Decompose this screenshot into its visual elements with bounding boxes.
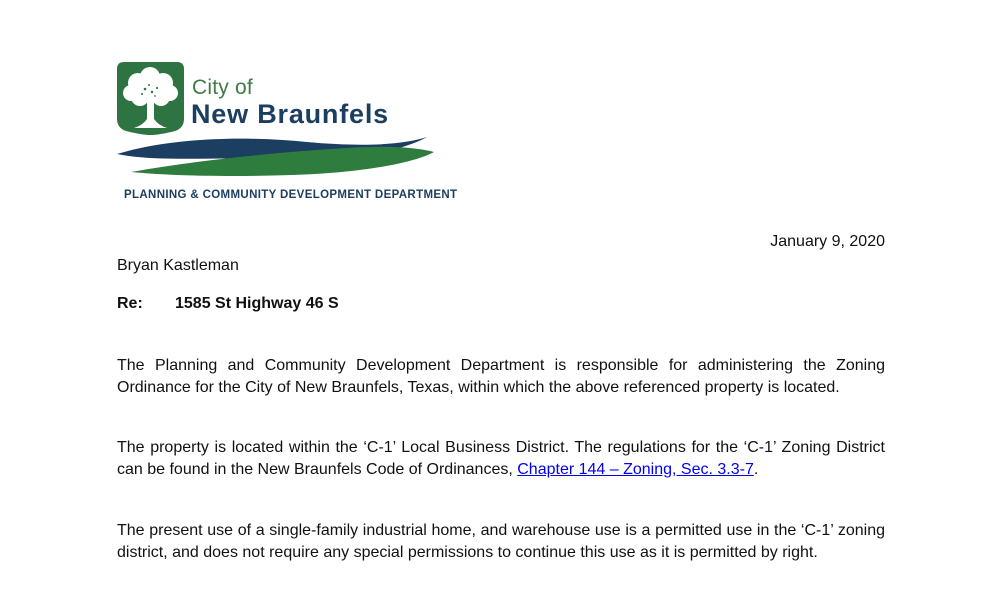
recipient-name: Bryan Kastleman: [117, 257, 239, 274]
logo-city-name-text: New Braunfels: [191, 99, 389, 129]
paragraph-zoning-text-before: The property is located within the ‘C-1’ Local Business District. The regulations for the ‘C-1’ Zoning District can be found in the New Braunfels Code of Ordinances,: [117, 439, 885, 478]
swoosh-graphic: [117, 135, 435, 179]
paragraph-zoning-text-after: .: [753, 461, 759, 478]
paragraph-present-use: The present use of a single-family industrial home, and warehouse use is a permitted use in the ‘C-1’ zoning district, and does not require any special permissions to continue this use as it is permitted by right.: [117, 522, 885, 561]
letter-date: January 9, 2020: [770, 233, 885, 250]
tree-icon: [117, 62, 184, 135]
paragraph-zoning-district: [117, 437, 885, 481]
re-line: [117, 293, 885, 315]
re-label: Re:: [117, 295, 143, 312]
re-subject: 1585 St Highway 46 S: [175, 295, 339, 312]
logo-city-of-text: City of: [192, 76, 253, 99]
letterhead: [117, 60, 458, 210]
department-label: PLANNING & COMMUNITY DEVELOPMENT DEPARTMENT: [124, 189, 458, 201]
ordinance-link[interactable]: Chapter 144 – Zoning, Sec. 3.3-7: [517, 461, 754, 478]
paragraph-responsibility: The Planning and Community Development Department is responsible for administering the Zoning Ordinance for the City of New Braunfels, Texas, within which the above referenced property is located.: [117, 357, 885, 396]
